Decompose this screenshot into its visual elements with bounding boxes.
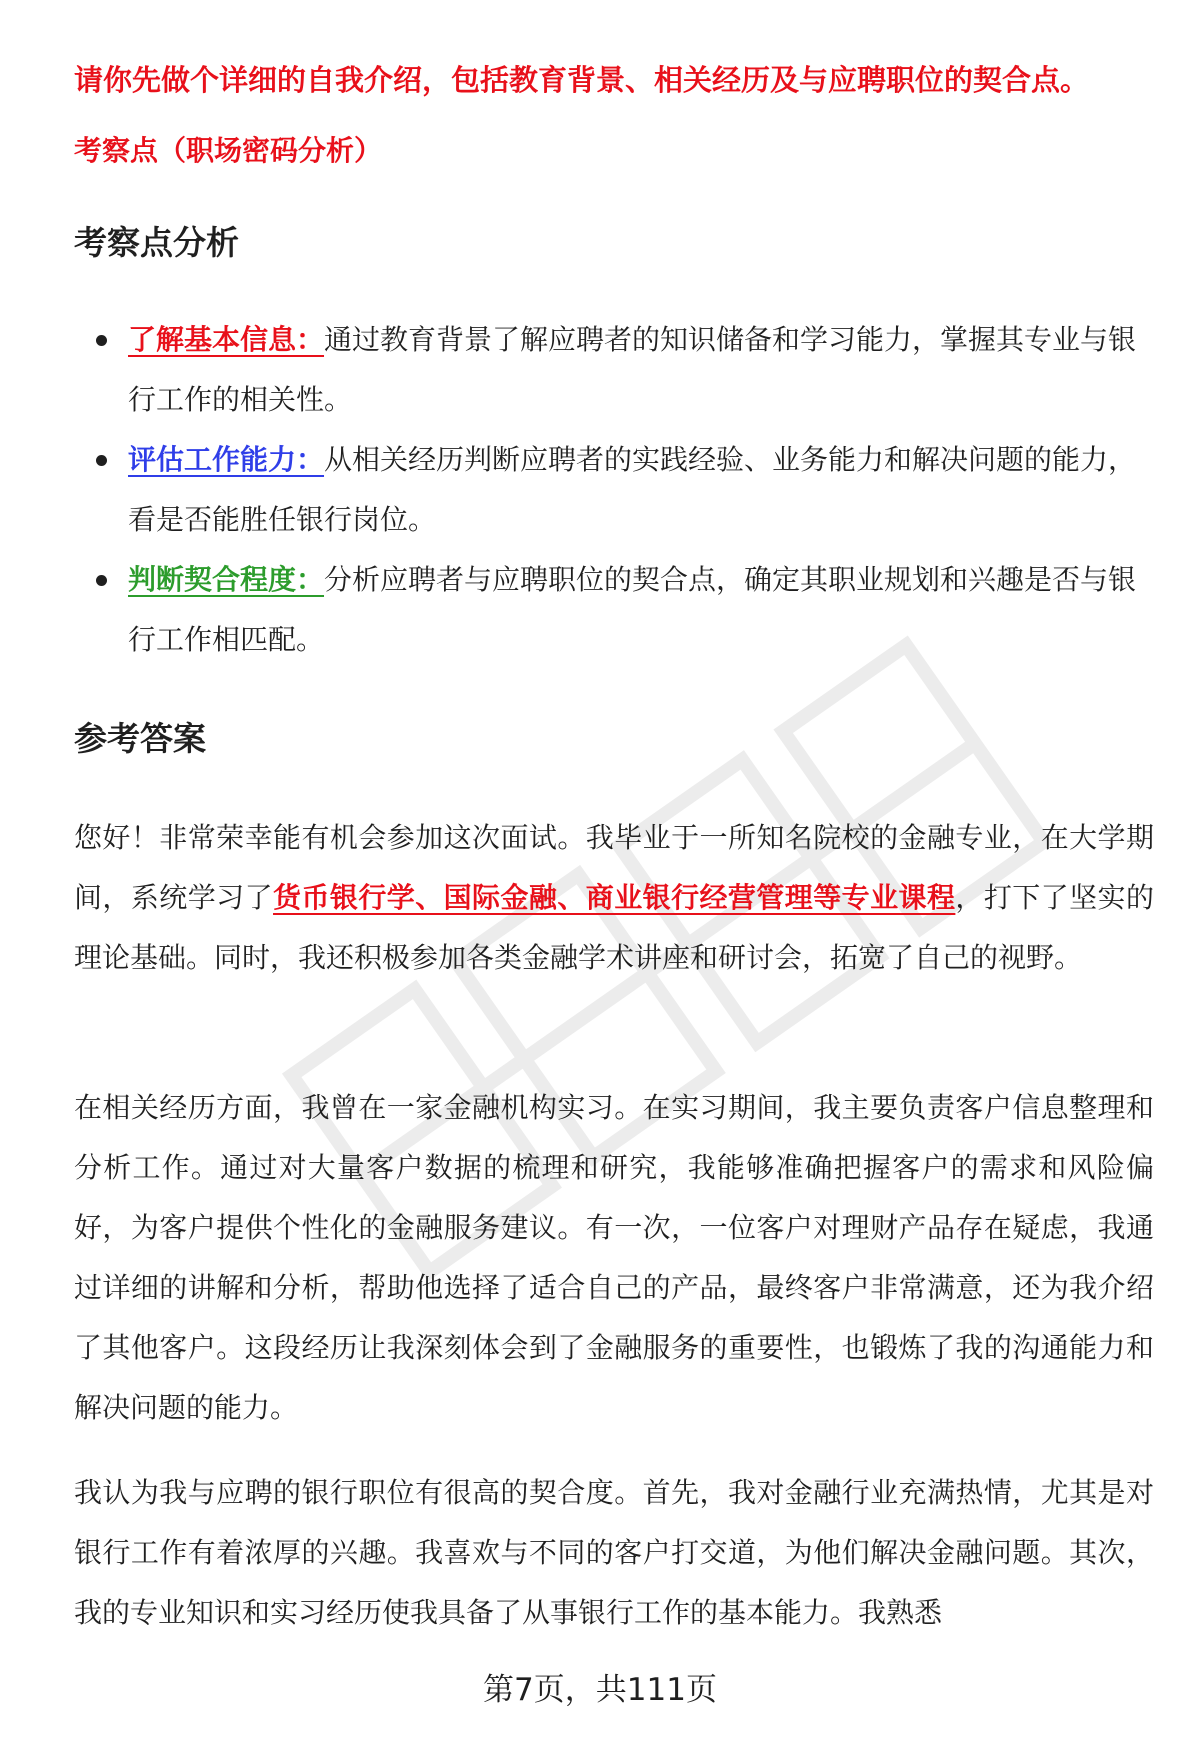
bullet-lead: 了解基本信息： <box>128 323 325 356</box>
bullet-lead: 判断契合程度： <box>128 563 325 596</box>
bullet-item-fit-degree <box>74 550 1149 670</box>
exam-point-title: 考察点（职场密码分析） <box>74 134 383 167</box>
bullet-dot-icon <box>96 335 107 346</box>
answer-paragraph-experience: 在相关经历方面，我曾在一家金融机构实习。在实习期间，我主要负责客户信息整理和分析工作。通过对大量客户数据的梳理和研究，我能够准确把握客户的需求和风险偏好，为客户提供个性化的金融服务建议。有一次，一位客户对理财产品存在疑虑，我通过详细的讲解和分析，帮助他选择了适合自己的产品，最终客户非常满意，还为我介绍了其他客户。这段经历让我深刻体会到了金融服务的重要性，也锻炼了我的沟通能力和解决问题的能力。 <box>74 1091 1154 1424</box>
bullet-text: 从相关经历判断应聘者的实践经验、业务能力和解决问题的能力，看是否能胜任银行岗位。 <box>128 443 1137 536</box>
answer-heading: 参考答案 <box>74 719 206 758</box>
bullet-dot-icon <box>96 575 107 586</box>
answer-paragraph-education <box>74 808 1154 988</box>
interview-question: 请你先做个详细的自我介绍，包括教育背景、相关经历及与应聘职位的契合点。 <box>74 63 1090 97</box>
paragraph-text: 您好！非常荣幸能有机会参加这次面试。我毕业于一所知名院校的金融专业，在大学期间，系统学习了 <box>74 821 1154 914</box>
bullet-lead: 评估工作能力： <box>128 443 325 476</box>
bullet-dot-icon <box>96 455 107 466</box>
page-number-footer: 第7页，共111页 <box>483 1672 717 1708</box>
analysis-heading: 考察点分析 <box>74 223 239 262</box>
bullet-item-basic-info <box>74 310 1149 430</box>
bullet-text: 分析应聘者与应聘职位的契合点，确定其职业规划和兴趣是否与银行工作相匹配。 <box>128 563 1137 656</box>
highlighted-courses: 货币银行学、国际金融、商业银行经营管理等专业课程 <box>273 881 956 914</box>
bullet-item-work-ability <box>74 430 1149 550</box>
analysis-bullet-list <box>74 310 1149 670</box>
bullet-text: 通过教育背景了解应聘者的知识储备和学习能力，掌握其专业与银行工作的相关性。 <box>128 323 1137 416</box>
answer-paragraph-fit: 我认为我与应聘的银行职位有很高的契合度。首先，我对金融行业充满热情，尤其是对银行工作有着浓厚的兴趣。我喜欢与不同的客户打交道，为他们解决金融问题。其次，我的专业知识和实习经历使我具备了从事银行工作的基本能力。我熟悉 <box>74 1476 1154 1629</box>
paragraph-text: ，打下了坚实的理论基础。同时，我还积极参加各类金融学术讲座和研讨会，拓宽了自己的视野。 <box>74 881 1154 974</box>
